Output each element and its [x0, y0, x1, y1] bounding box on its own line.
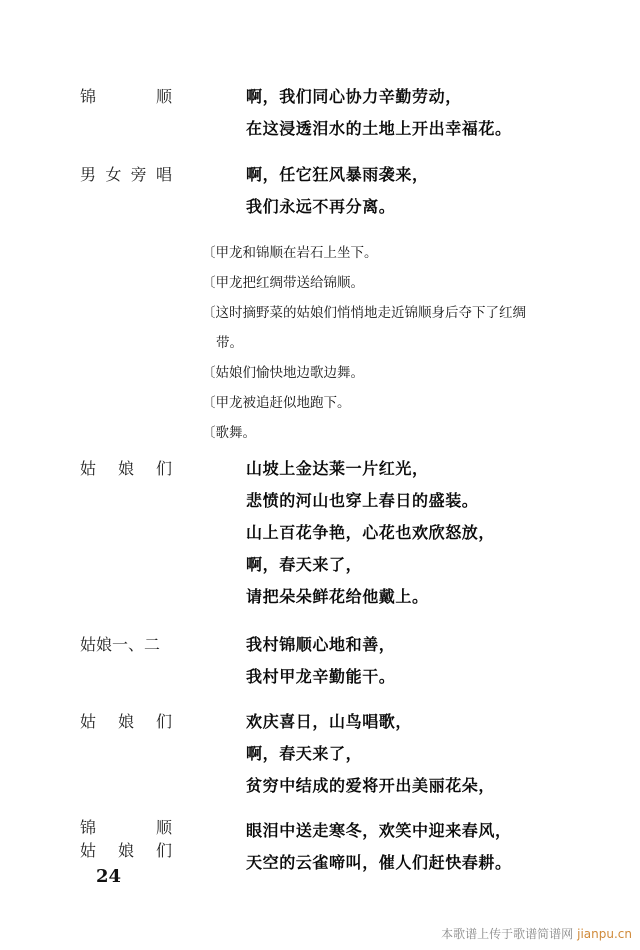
lyric-line: 山坡上金达莱一片红光， — [246, 459, 429, 478]
page-number: 24 — [96, 866, 122, 887]
lyric-line: 在这浸透泪水的土地上开出幸福花。 — [246, 119, 512, 138]
lyric-line: 啊，我们同心协力辛勤劳动， — [246, 87, 462, 106]
lyric-line: 眼泪中送走寒冬，欢笑中迎来春风， — [246, 821, 512, 840]
speaker-label — [80, 712, 172, 732]
speaker-row — [80, 819, 172, 836]
speaker-char: 旁 — [130, 165, 147, 184]
watermark-text: 本歌谱上传于歌谱简谱网 — [441, 927, 574, 941]
speaker-char: 姑 — [80, 459, 97, 478]
stage-direction: 〔甲龙把红绸带送给锦顺。 — [202, 275, 364, 291]
lyric-line: 山上百花争艳，心花也欢欣怒放， — [246, 523, 496, 542]
lyric-line: 悲愤的河山也穿上春日的盛装。 — [246, 491, 479, 510]
lyric-line: 欢庆喜日，山鸟唱歌， — [246, 712, 413, 731]
speaker-char: 顺 — [155, 87, 172, 106]
stage-direction-continued: 带。 — [216, 335, 243, 351]
stage-direction: 〔这时摘野菜的姑娘们悄悄地走近锦顺身后夺下了红绸 — [202, 305, 526, 321]
lyric-line: 请把朵朵鲜花给他戴上。 — [246, 587, 429, 606]
speaker-char: 们 — [155, 459, 172, 478]
speaker-char: 们 — [155, 841, 172, 860]
lyric-lines — [246, 81, 512, 145]
lyric-line: 啊，春天来了， — [246, 555, 363, 574]
lyric-line: 我们永远不再分离。 — [246, 197, 396, 216]
stage-direction: 〔甲龙被追赶似地跑下。 — [202, 395, 351, 411]
speaker-char: 唱 — [155, 165, 172, 184]
stage-direction: 〔姑娘们愉快地边歌边舞。 — [202, 365, 364, 381]
speaker-char: 锦 — [80, 87, 97, 106]
lyric-line: 贫穷中结成的爱将开出美丽花朵， — [246, 776, 496, 795]
speaker-row — [80, 842, 172, 859]
speaker-label — [80, 87, 172, 107]
lyric-lines — [246, 453, 495, 613]
lyric-line: 啊，春天来了， — [246, 744, 363, 763]
speaker-char: 姑娘一、二 — [80, 635, 161, 654]
watermark-site-link[interactable]: jianpu.cn — [577, 927, 632, 941]
lyric-lines — [246, 159, 429, 223]
lyric-line: 啊，任它狂风暴雨袭来， — [246, 165, 429, 184]
speaker-char: 们 — [155, 712, 172, 731]
watermark — [441, 925, 632, 942]
speaker-char: 男 — [80, 165, 97, 184]
stage-direction: 〔甲龙和锦顺在岩石上坐下。 — [202, 245, 378, 261]
lyric-line: 我村锦顺心地和善， — [246, 635, 396, 654]
lyric-line: 我村甲龙辛勤能干。 — [246, 667, 396, 686]
speaker-char: 娘 — [117, 712, 134, 731]
speaker-label — [80, 635, 172, 655]
lyric-lines — [246, 815, 512, 879]
speaker-char: 娘 — [117, 459, 134, 478]
speaker-char: 顺 — [155, 818, 172, 837]
speaker-label — [80, 165, 172, 185]
speaker-label — [80, 459, 172, 479]
lyric-lines — [246, 706, 495, 802]
speaker-char: 娘 — [117, 841, 134, 860]
speaker-char: 锦 — [80, 818, 97, 837]
lyric-line: 天空的云雀啼叫，催人们赶快春耕。 — [246, 853, 512, 872]
speaker-label — [80, 819, 172, 859]
lyric-lines — [246, 629, 395, 693]
speaker-char: 姑 — [80, 841, 97, 860]
speaker-char: 姑 — [80, 712, 97, 731]
speaker-char: 女 — [105, 165, 122, 184]
stage-direction: 〔歌舞。 — [202, 425, 256, 441]
stage-directions — [202, 238, 526, 448]
